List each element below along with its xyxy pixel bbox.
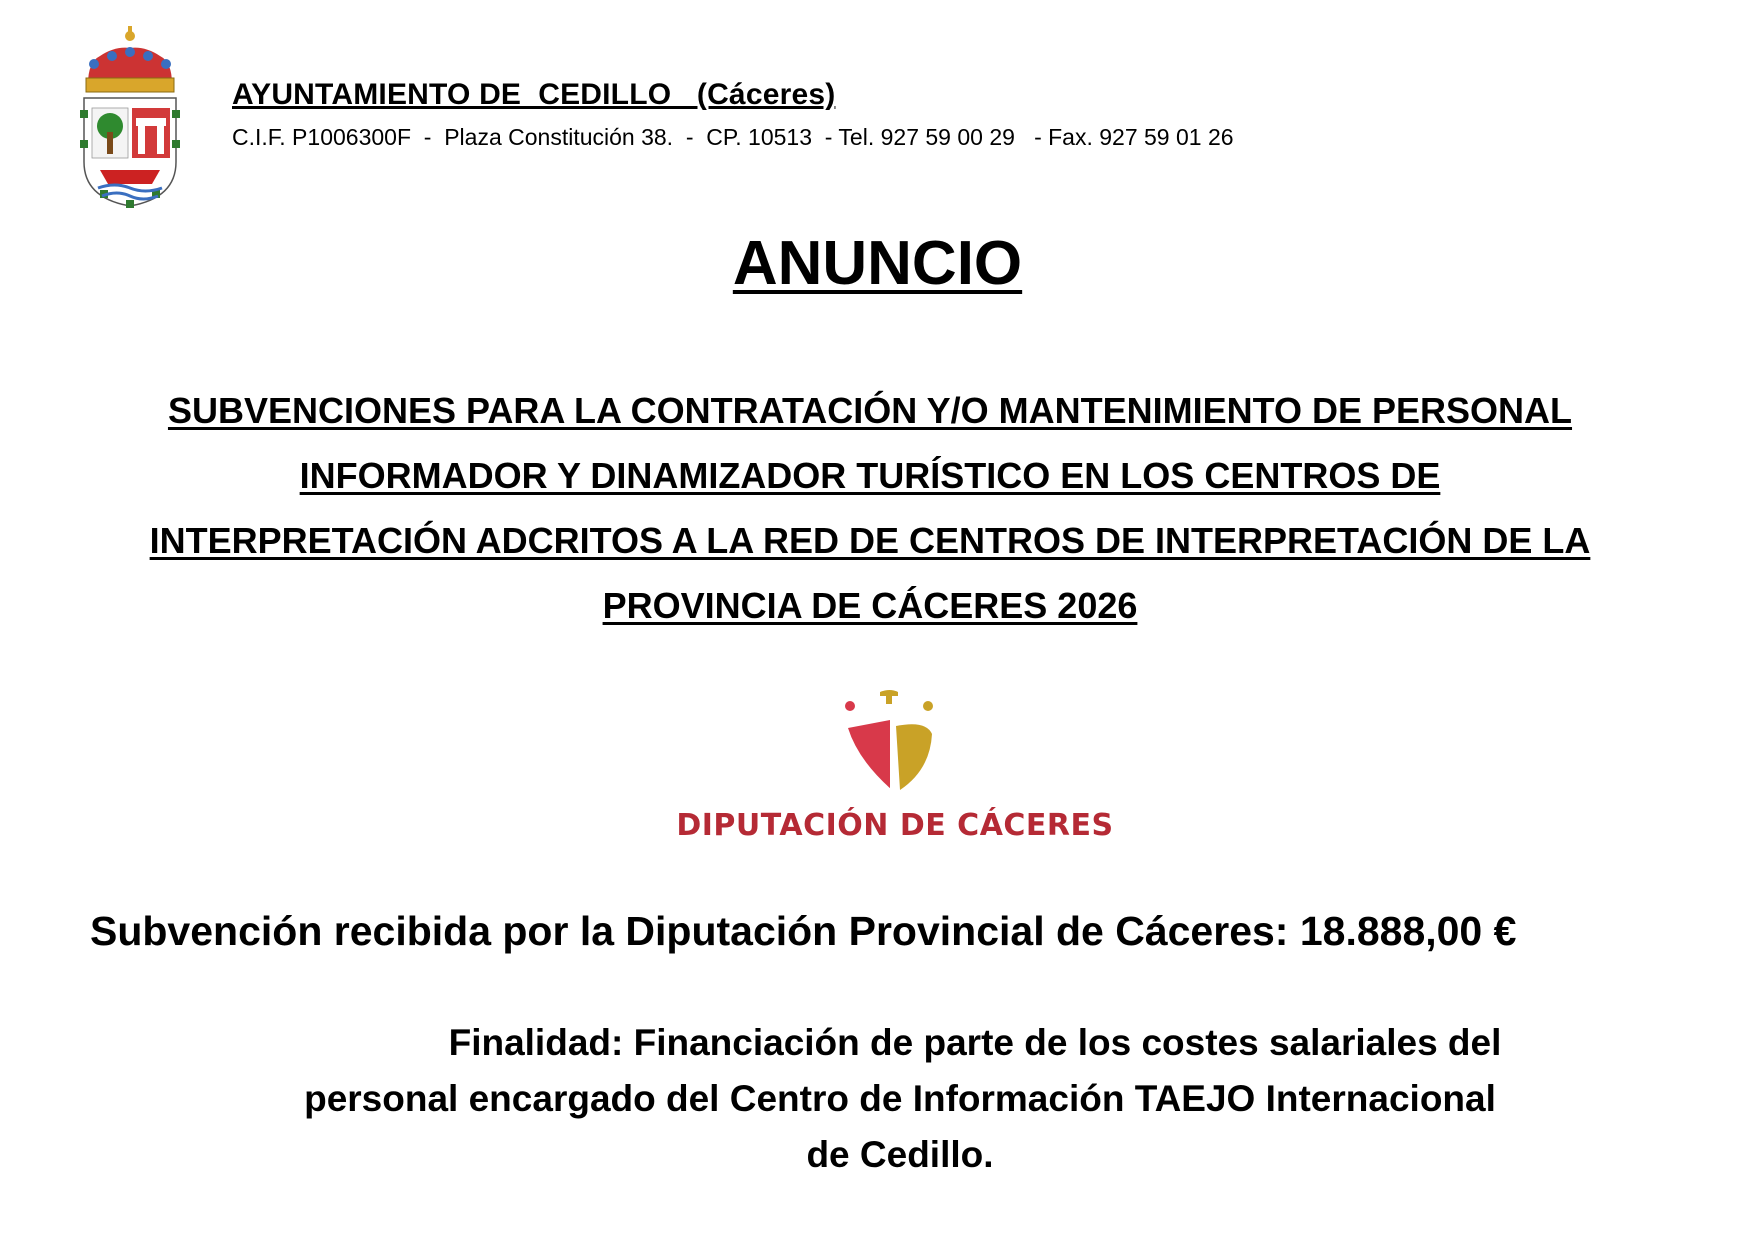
diputacion-de-caceres-name: DIPUTACIÓN DE CÁCERES (676, 808, 1114, 843)
purpose-line-3: de Cedillo. (806, 1134, 994, 1175)
municipal-coat-of-arms-icon (70, 22, 190, 212)
announcement-subtitle (90, 378, 1650, 638)
purpose-line-2: personal encargado del Centro de Información TAEJO Internacional (304, 1078, 1496, 1119)
purpose-text (200, 1015, 1600, 1183)
organization-name: AYUNTAMIENTO DE CEDILLO (Cáceres) (232, 78, 836, 111)
diputacion-de-caceres-logo-icon (842, 690, 938, 794)
purpose-line-1: Finalidad: Financiación de parte de los costes salariales del (448, 1022, 1502, 1063)
subtitle-line-1: SUBVENCIONES PARA LA CONTRATACIÓN Y/O MANTENIMIENTO DE PERSONAL (167, 390, 1573, 431)
organization-contact-line: C.I.F. P1006300F - Plaza Constitución 38. - CP. 10513 - Tel. 927 59 00 29 - Fax. 927 59 01 26 (232, 124, 1234, 150)
subsidy-amount: Subvención recibida por la Diputación Provincial de Cáceres: 18.888,00 € (90, 908, 1517, 954)
page-title: ANUNCIO (732, 229, 1023, 298)
subtitle-line-2: INFORMADOR Y DINAMIZADOR TURÍSTICO EN LOS CENTROS DE (299, 455, 1441, 496)
subtitle-line-3: INTERPRETACIÓN ADCRITOS A LA RED DE CENTROS DE INTERPRETACIÓN DE LA (149, 520, 1591, 561)
subtitle-line-4: PROVINCIA DE CÁCERES 2026 (602, 585, 1138, 626)
